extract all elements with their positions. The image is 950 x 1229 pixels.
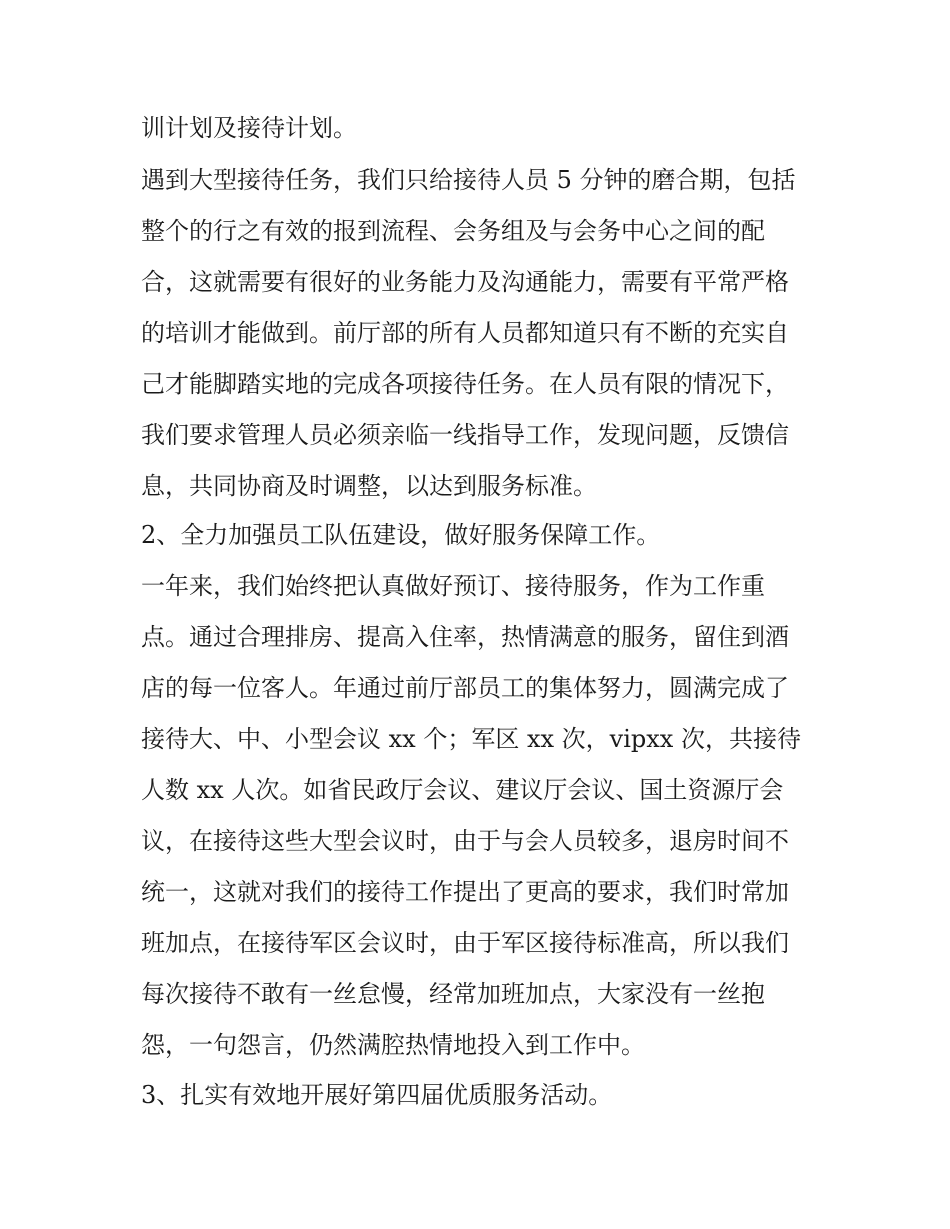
section-heading-2: 2、全力加强员工队伍建设，做好服务保障工作。	[141, 521, 661, 549]
text-line: 统一，这就对我们的接待工作提出了更高的要求，我们时常加	[141, 878, 789, 906]
text-line: 人数 xx 人次。如省民政厅会议、建议厅会议、国土资源厅会	[141, 776, 784, 804]
text-line: 店的每一位客人。年通过前厅部员工的集体努力，圆满完成了	[141, 674, 789, 702]
text-line: 怨，一句怨言，仍然满腔热情地投入到工作中。	[141, 1031, 645, 1059]
text-line: 我们要求管理人员必须亲临一线指导工作，发现问题，反馈信	[141, 421, 789, 449]
text-line: 息，共同协商及时调整，以达到服务标准。	[141, 472, 597, 500]
text-line: 接待大、中、小型会议 xx 个；军区 xx 次，vipxx 次，共接待	[141, 725, 801, 753]
text-line: 的培训才能做到。前厅部的所有人员都知道只有不断的充实自	[141, 319, 789, 347]
text-line: 每次接待不敢有一丝怠慢，经常加班加点，大家没有一丝抱	[141, 980, 765, 1008]
text-line: 一年来，我们始终把认真做好预订、接待服务，作为工作重	[141, 572, 765, 600]
text-line: 遇到大型接待任务，我们只给接待人员 5 分钟的磨合期，包括	[141, 166, 796, 194]
text-line: 点。通过合理排房、提高入住率，热情满意的服务，留住到酒	[141, 623, 789, 651]
text-line: 议，在接待这些大型会议时，由于与会人员较多，退房时间不	[141, 827, 789, 855]
text-line: 合，这就需要有很好的业务能力及沟通能力，需要有平常严格	[141, 268, 789, 296]
section-heading-3: 3、扎实有效地开展好第四届优质服务活动。	[141, 1081, 613, 1109]
text-line: 己才能脚踏实地的完成各项接待任务。在人员有限的情况下，	[141, 370, 789, 398]
text-line: 整个的行之有效的报到流程、会务组及与会务中心之间的配	[141, 217, 765, 245]
text-line: 班加点，在接待军区会议时，由于军区接待标准高，所以我们	[141, 929, 789, 957]
text-line: 训计划及接待计划。	[141, 114, 357, 142]
